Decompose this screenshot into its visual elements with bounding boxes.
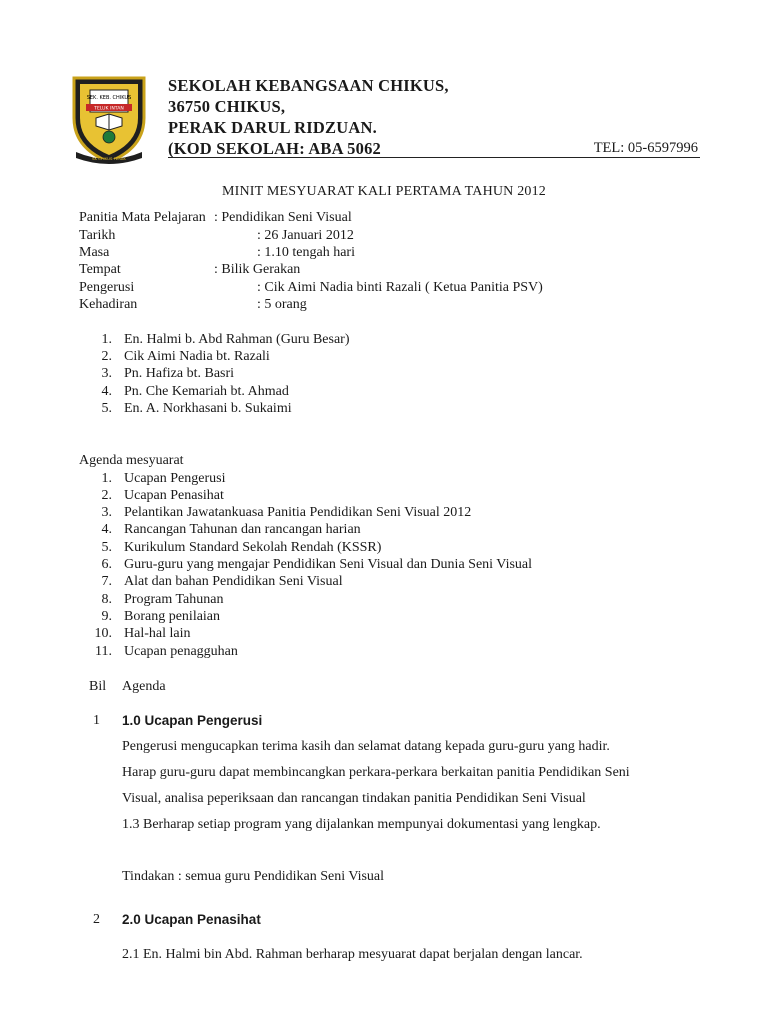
agenda-number: 2. (101, 488, 112, 503)
agenda-item: Ucapan Penasihat (124, 488, 224, 503)
section-line: Pengerusi mengucapkan terima kasih dan selamat datang kepada guru-guru yang hadir. (122, 739, 610, 754)
agenda-item: Hal-hal lain (124, 626, 191, 641)
attendee-number: 4. (101, 384, 112, 399)
school-postcode: 36750 CHIKUS, (168, 97, 286, 116)
agenda-heading: Agenda mesyuarat (79, 453, 184, 468)
agenda-item: Rancangan Tahunan dan rancangan harian (124, 522, 361, 537)
agenda-item: Ucapan Pengerusi (124, 471, 226, 486)
crest-bottom-text: SK CHIKUS PERAK (92, 156, 126, 161)
agenda-item: Borang penilaian (124, 609, 221, 624)
attendee-number: 3. (101, 366, 112, 381)
agenda-number: 8. (101, 592, 112, 607)
school-telephone: TEL: 05-6597996 (593, 140, 698, 156)
info-label: Panitia Mata Pelajaran (79, 210, 206, 225)
agenda-item: Pelantikan Jawatankuasa Panitia Pendidikan Seni Visual 2012 (124, 505, 472, 520)
header-divider (168, 157, 700, 158)
attendee-name: Pn. Che Kemariah bt. Ahmad (124, 384, 289, 399)
crest-banner-text: TELUK INTAN (94, 106, 124, 112)
agenda-item: Program Tahunan (124, 592, 224, 607)
info-value: : 5 orang (257, 297, 307, 312)
attendee-name: Pn. Hafiza bt. Basri (124, 366, 235, 381)
agenda-number: 6. (101, 557, 112, 572)
section-line: 2.1 En. Halmi bin Abd. Rahman berharap mesyuarat dapat berjalan dengan lancar. (122, 947, 583, 962)
section-number: 1 (93, 713, 100, 728)
crest-top-text: SEK. KEB. CHIKUS (86, 95, 132, 101)
attendee-name: Cik Aimi Nadia bt. Razali (124, 349, 270, 364)
info-label: Tarikh (79, 228, 116, 243)
agenda-number: 11. (95, 644, 112, 659)
info-value: : 1.10 tengah hari (257, 245, 355, 260)
bil-column-header: Bil (89, 679, 107, 694)
section-line: Visual, analisa peperiksaan dan rancangan tindakan panitia Pendidikan Seni Visual (122, 791, 586, 806)
attendee-number: 2. (101, 349, 112, 364)
info-value: : Pendidikan Seni Visual (214, 210, 352, 225)
attendee-name: En. Halmi b. Abd Rahman (Guru Besar) (124, 332, 350, 347)
school-name: SEKOLAH KEBANGSAAN CHIKUS, (168, 76, 449, 95)
school-crest-logo (68, 74, 150, 164)
school-state: PERAK DARUL RIDZUAN. (168, 118, 377, 137)
section-title: 1.0 Ucapan Pengerusi (122, 713, 263, 728)
agenda-number: 9. (101, 609, 112, 624)
info-value: : Cik Aimi Nadia binti Razali ( Ketua Panitia PSV) (257, 280, 543, 295)
agenda-number: 10. (94, 626, 112, 641)
attendee-number: 5. (101, 401, 112, 416)
section-number: 2 (93, 912, 100, 927)
document-title: MINIT MESYUARAT KALI PERTAMA TAHUN 2012 (221, 184, 546, 199)
agenda-number: 1. (101, 471, 112, 486)
agenda-item: Kurikulum Standard Sekolah Rendah (KSSR) (124, 540, 382, 555)
agenda-item: Guru-guru yang mengajar Pendidikan Seni Visual dan Dunia Seni Visual (124, 557, 533, 572)
section-action: Tindakan : semua guru Pendidikan Seni Visual (122, 869, 385, 884)
attendee-name: En. A. Norkhasani b. Sukaimi (124, 401, 292, 416)
agenda-column-header: Agenda (122, 679, 166, 694)
info-value: : Bilik Gerakan (214, 262, 301, 277)
section-line: Harap guru-guru dapat membincangkan perkara-perkara berkaitan panitia Pendidikan Seni (122, 765, 630, 780)
info-value: : 26 Januari 2012 (257, 228, 354, 243)
attendee-number: 1. (101, 332, 112, 347)
info-label: Masa (79, 245, 110, 260)
info-label: Kehadiran (79, 297, 138, 312)
agenda-number: 4. (101, 522, 112, 537)
agenda-item: Alat dan bahan Pendidikan Seni Visual (124, 574, 343, 589)
info-label: Tempat (79, 262, 121, 277)
agenda-number: 7. (101, 574, 112, 589)
agenda-item: Ucapan penagguhan (124, 644, 238, 659)
school-code: (KOD SEKOLAH: ABA 5062 (168, 139, 381, 158)
section-line: 1.3 Berharap setiap program yang dijalankan mempunyai dokumentasi yang lengkap. (122, 817, 601, 832)
section-title: 2.0 Ucapan Penasihat (122, 912, 261, 927)
agenda-number: 3. (101, 505, 112, 520)
agenda-number: 5. (101, 540, 112, 555)
info-label: Pengerusi (79, 280, 135, 295)
